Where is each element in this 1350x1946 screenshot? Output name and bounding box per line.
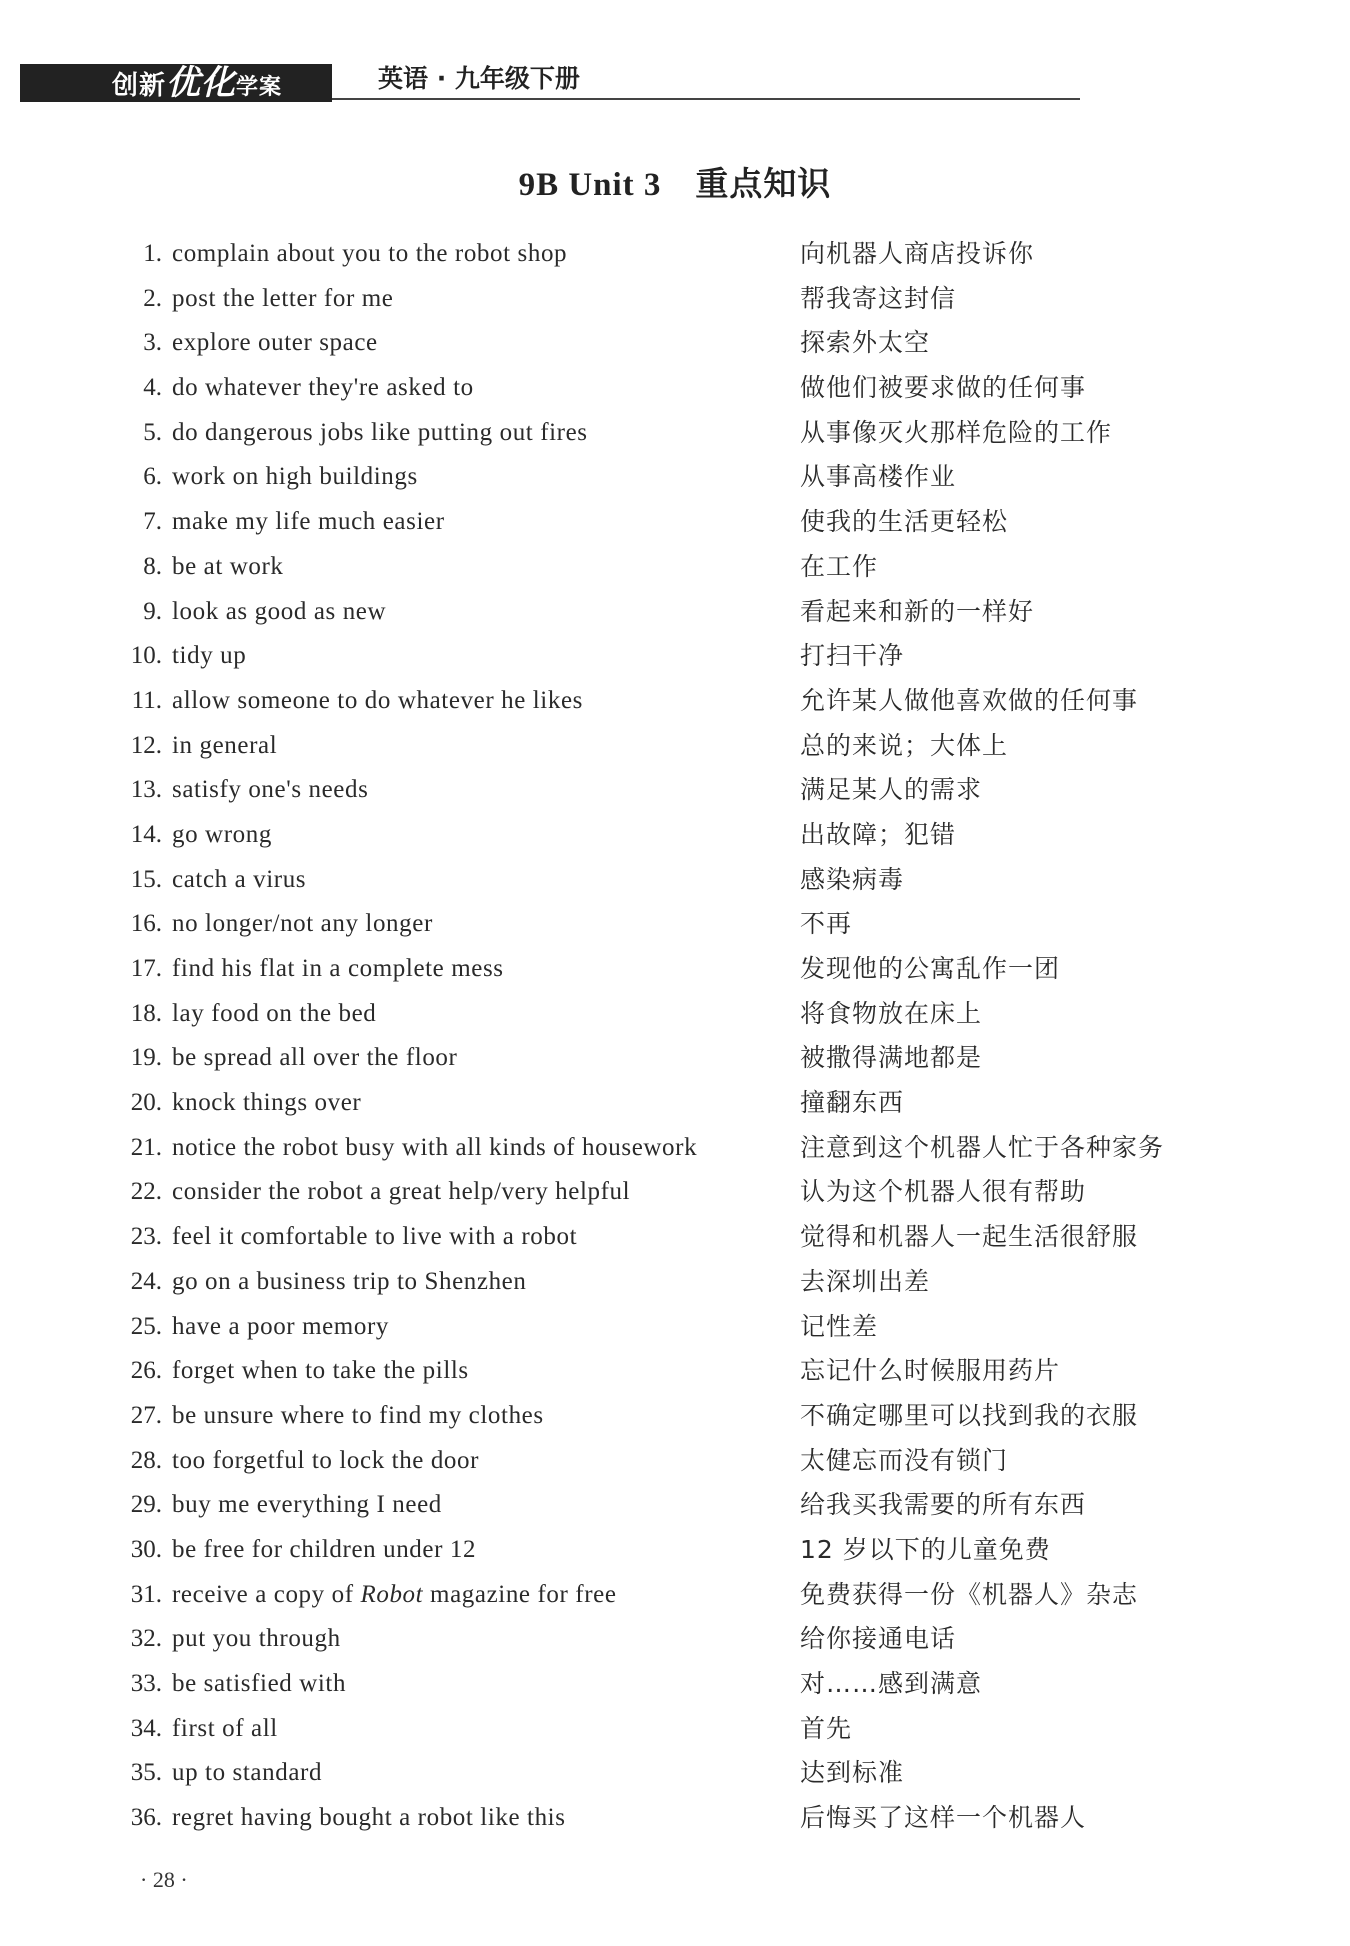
english-phrase: lay food on the bed: [172, 999, 377, 1027]
chinese-translation: 将食物放在床上: [800, 998, 983, 1028]
page-title: 9B Unit 3 重点知识: [518, 167, 832, 203]
item-number: 33.: [130, 1670, 162, 1697]
english-phrase: consider the robot a great help/very helpful: [172, 1178, 631, 1206]
list-item: [0, 1800, 1350, 1845]
list-item: [0, 1040, 1350, 1085]
item-number: 7.: [143, 508, 162, 536]
item-number: 30.: [130, 1535, 162, 1563]
chinese-translation: 探索外太空: [800, 328, 931, 358]
chinese-translation: 认为这个机器人很有帮助: [800, 1177, 1087, 1207]
item-number: 28.: [130, 1446, 162, 1474]
english-phrase: be at work: [172, 552, 284, 580]
english-phrase: tidy up: [172, 642, 247, 670]
chinese-translation: 免费获得一份《机器人》杂志: [800, 1579, 1139, 1609]
item-number: 16.: [130, 910, 162, 938]
brand-tail: 学案: [236, 75, 283, 100]
english-phrase: notice the robot busy with all kinds of housework: [172, 1133, 698, 1161]
chinese-translation: 从事高楼作业: [800, 462, 957, 492]
chinese-translation: 帮我寄这封信: [800, 283, 957, 313]
item-number: 5.: [143, 418, 162, 446]
chinese-translation: 记性差: [800, 1311, 879, 1341]
english-phrase: do whatever they're asked to: [172, 374, 474, 402]
chinese-translation: 打扫干净: [800, 641, 905, 671]
list-item: [0, 1174, 1350, 1219]
list-item: [0, 325, 1350, 370]
page-number: · 28 ·: [140, 1867, 188, 1892]
list-item: [0, 504, 1350, 549]
english-phrase: put you through: [172, 1625, 341, 1653]
english-phrase: look as good as new: [172, 597, 387, 625]
item-number: 8.: [143, 552, 162, 580]
item-number: 4.: [143, 374, 162, 402]
item-number: 25.: [130, 1312, 162, 1340]
item-number: 14.: [130, 820, 162, 848]
list-item: [0, 772, 1350, 817]
chinese-translation: 太健忘而没有锁门: [800, 1445, 1009, 1475]
english-phrase: catch a virus: [172, 865, 307, 893]
english-phrase: up to standard: [172, 1759, 323, 1787]
english-phrase: too forgetful to lock the door: [172, 1446, 480, 1474]
chinese-translation: 去深圳出差: [800, 1266, 931, 1296]
english-phrase: receive a copy of Robot magazine for free: [172, 1580, 617, 1608]
item-number: 32.: [130, 1625, 162, 1653]
list-item: [0, 951, 1350, 996]
item-number: 34.: [130, 1714, 162, 1742]
english-phrase: buy me everything I need: [172, 1491, 442, 1519]
chinese-translation: 觉得和机器人一起生活很舒服: [800, 1222, 1139, 1252]
item-number: 31.: [130, 1580, 162, 1608]
chinese-translation: 出故障；犯错: [800, 819, 957, 849]
list-item: [0, 862, 1350, 907]
english-phrase: regret having bought a robot like this: [172, 1804, 566, 1832]
list-item: [0, 415, 1350, 460]
english-phrase: be unsure where to find my clothes: [172, 1401, 544, 1429]
item-number: 15.: [130, 865, 162, 893]
book-title: 英语 · 九年级下册: [378, 64, 580, 93]
english-phrase: complain about you to the robot shop: [172, 240, 568, 267]
english-phrase: no longer/not any longer: [172, 910, 433, 938]
item-number: 22.: [130, 1178, 162, 1206]
chinese-translation: 使我的生活更轻松: [800, 507, 1009, 537]
list-item: [0, 1755, 1350, 1800]
chinese-translation: 达到标准: [800, 1758, 905, 1788]
list-item: [0, 683, 1350, 728]
item-number: 24.: [130, 1267, 162, 1295]
english-phrase: in general: [172, 731, 278, 759]
english-phrase: post the letter for me: [172, 284, 394, 312]
item-number: 1.: [143, 240, 162, 267]
list-item: [0, 1353, 1350, 1398]
chinese-translation: 做他们被要求做的任何事: [800, 373, 1087, 403]
english-phrase: have a poor memory: [172, 1312, 389, 1340]
item-number: 17.: [130, 955, 162, 982]
english-phrase: make my life much easier: [172, 508, 445, 536]
brand-big: 优化: [166, 63, 237, 103]
list-item: [0, 1130, 1350, 1175]
chinese-translation: 对……感到满意: [800, 1669, 983, 1698]
chinese-translation: 给你接通电话: [800, 1624, 957, 1654]
chinese-translation: 12 岁以下的儿童免费: [800, 1534, 1051, 1564]
brand-logo: [20, 64, 332, 102]
list-item: [0, 549, 1350, 594]
chinese-translation: 后悔买了这样一个机器人: [800, 1803, 1087, 1833]
list-item: [0, 906, 1350, 951]
list-item: [0, 1309, 1350, 1354]
chinese-translation: 满足某人的需求: [800, 775, 983, 805]
list-item: [0, 638, 1350, 683]
english-phrase: do dangerous jobs like putting out fires: [172, 418, 588, 446]
english-phrase: allow someone to do whatever he likes: [172, 686, 583, 714]
english-phrase: satisfy one's needs: [172, 776, 369, 804]
chinese-translation: 感染病毒: [800, 864, 905, 894]
item-number: 10.: [130, 642, 162, 670]
item-number: 27.: [130, 1401, 162, 1429]
list-item: [0, 459, 1350, 504]
item-number: 26.: [130, 1357, 162, 1385]
chinese-translation: 不确定哪里可以找到我的衣服: [800, 1400, 1139, 1430]
english-phrase: be satisfied with: [172, 1670, 347, 1697]
list-item: [0, 996, 1350, 1041]
english-phrase: first of all: [172, 1714, 278, 1742]
english-phrase: be spread all over the floor: [172, 1044, 458, 1072]
item-number: 12.: [130, 731, 162, 759]
english-phrase: work on high buildings: [172, 463, 418, 491]
chinese-translation: 从事像灭火那样危险的工作: [800, 417, 1113, 447]
list-item: [0, 728, 1350, 773]
page-header: [0, 58, 1350, 104]
list-item: [0, 1264, 1350, 1309]
english-phrase: forget when to take the pills: [172, 1357, 469, 1385]
chinese-translation: 看起来和新的一样好: [800, 596, 1035, 626]
english-phrase: go on a business trip to Shenzhen: [172, 1267, 527, 1295]
item-number: 18.: [130, 999, 162, 1027]
english-phrase: explore outer space: [172, 329, 378, 357]
chinese-translation: 不再: [800, 909, 853, 939]
english-phrase: find his flat in a complete mess: [172, 955, 504, 982]
english-phrase: knock things over: [172, 1089, 362, 1117]
list-item: [0, 817, 1350, 862]
item-number: 11.: [131, 686, 162, 714]
list-item: [0, 1085, 1350, 1130]
item-number: 6.: [143, 463, 162, 491]
item-number: 29.: [130, 1491, 162, 1519]
chinese-translation: 在工作: [800, 551, 879, 581]
item-number: 13.: [130, 776, 162, 804]
chinese-translation: 注意到这个机器人忙于各种家务: [800, 1132, 1165, 1162]
item-number: 35.: [130, 1759, 162, 1787]
chinese-translation: 撞翻东西: [800, 1088, 905, 1118]
list-item: [0, 370, 1350, 415]
list-item: [0, 1532, 1350, 1577]
list-item: [0, 1621, 1350, 1666]
list-item: [0, 1219, 1350, 1264]
header-divider: [332, 98, 1080, 100]
item-number: 36.: [130, 1804, 162, 1832]
list-item: [0, 1711, 1350, 1756]
list-item: [0, 236, 1350, 281]
chinese-translation: 给我买我需要的所有东西: [800, 1490, 1087, 1520]
list-item: [0, 1487, 1350, 1532]
item-number: 9.: [143, 597, 162, 625]
english-phrase: be free for children under 12: [172, 1535, 477, 1563]
chinese-translation: 允许某人做他喜欢做的任何事: [800, 685, 1139, 715]
item-number: 23.: [130, 1223, 162, 1251]
english-phrase: feel it comfortable to live with a robot: [172, 1223, 578, 1251]
item-number: 21.: [130, 1133, 162, 1161]
phrase-list: [0, 236, 1350, 1845]
list-item: [0, 1577, 1350, 1622]
item-number: 2.: [143, 284, 162, 312]
list-item: [0, 594, 1350, 639]
chinese-translation: 向机器人商店投诉你: [800, 239, 1035, 268]
chinese-translation: 被撒得满地都是: [800, 1043, 983, 1073]
chinese-translation: 发现他的公寓乱作一团: [800, 954, 1061, 983]
chinese-translation: 忘记什么时候服用药片: [800, 1356, 1061, 1386]
list-item: [0, 1666, 1350, 1711]
list-item: [0, 1398, 1350, 1443]
chinese-translation: 首先: [800, 1713, 853, 1743]
english-phrase: go wrong: [172, 820, 272, 848]
list-item: [0, 1443, 1350, 1488]
brand-lead: 创新: [112, 71, 167, 101]
chinese-translation: 总的来说；大体上: [800, 730, 1009, 760]
item-number: 20.: [130, 1089, 162, 1117]
item-number: 3.: [143, 329, 162, 357]
item-number: 19.: [130, 1044, 162, 1072]
list-item: [0, 281, 1350, 326]
